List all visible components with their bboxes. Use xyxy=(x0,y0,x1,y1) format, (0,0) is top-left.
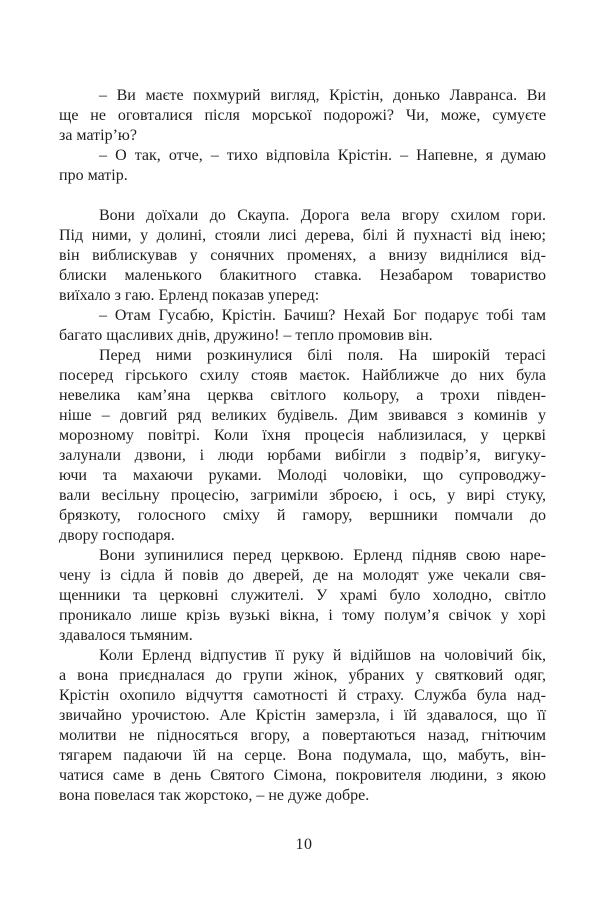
text-line: Вони зупинилися перед церквою. Ерленд підняв свою наре- xyxy=(99,547,546,564)
paragraph xyxy=(59,546,546,646)
text-line: – Ви маєте похмурий вигляд, Крістін, донько Лавранса. Ви xyxy=(99,87,546,104)
text-line: багато щасливих днів, дружино! – тепло промовив він. xyxy=(59,327,433,344)
text-line: вали весільну процесію, загриміли зброєю, і ось, у вирі стуку, xyxy=(59,487,546,504)
text-line: Вони доїхали до Скаупа. Дорога вела вгору схилом гори. xyxy=(99,207,546,224)
paragraph xyxy=(59,646,546,806)
text-line: ще не оговталися після морської подорожі? Чи, може, сумуєте xyxy=(59,107,546,124)
text-line: невелика кам’яна церква світлого кольору, а трохи півден- xyxy=(59,387,546,404)
text-line: щенники та церковні служителі. У храмі було холодно, світло xyxy=(59,587,546,604)
text-line: блиски маленького блакитного ставка. Незабаром товариство xyxy=(59,267,546,284)
text-line: Крістін охопило відчуття самотності й страху. Служба була над- xyxy=(59,687,546,704)
text-line: – О так, отче, – тихо відповіла Крістін. – Напевне, я думаю xyxy=(99,147,546,164)
paragraph xyxy=(59,306,546,346)
text-line: Перед ними розкинулися білі поля. На широкій терасі xyxy=(99,347,546,364)
text-line: – Отам Гусабю, Крістін. Бачиш? Нехай Бог подарує тобі там xyxy=(99,307,546,324)
paragraph xyxy=(59,346,546,546)
text-line: Під ними, у долині, стояли лисі дерева, білі й пухнасті від інею; xyxy=(59,227,546,244)
text-line: двору господаря. xyxy=(59,527,175,544)
text-line: він виблискував у сонячних променях, а внизу виднілися від- xyxy=(59,247,546,264)
text-line: залунали дзвони, і люди юрбами вибігли з подвір’я, вигуку- xyxy=(59,447,546,464)
text-line: вона повелася так жорстоко, – не дуже добре. xyxy=(59,787,370,804)
text-line: молитви не підносяться вгору, а повертаються назад, гнітючим xyxy=(59,727,546,744)
text-line: Коли Ерленд відпустив її руку й відійшов на чоловічий бік, xyxy=(99,647,546,664)
text-line: морозному повітрі. Коли їхня процесія наблизилася, у церкві xyxy=(59,427,546,444)
text-line: здавалося тьмяним. xyxy=(59,627,193,644)
text-line: чену із сідла й повів до дверей, де на молодят уже чекали свя- xyxy=(59,567,546,584)
page-text xyxy=(59,86,546,806)
text-line: посеред гірського схилу стояв маєток. Найближче до них була xyxy=(59,367,546,384)
text-line: проникало лише крізь вузькі вікна, і тому полум’я свічок у хорі xyxy=(59,607,546,624)
text-line: а вона приєдналася до групи жінок, убраних у святковий одяг, xyxy=(59,667,546,684)
text-line: тягарем падаючи їй на серце. Вона подумала, що, мабуть, він- xyxy=(59,747,546,764)
text-line: про матір. xyxy=(59,167,128,184)
paragraph xyxy=(59,206,546,306)
paragraph xyxy=(59,146,546,186)
page-number: 10 xyxy=(295,836,313,853)
text-line: ніше – довгий ряд великих будівель. Дим звивався з коминів у xyxy=(59,407,546,424)
text-line: чатися саме в день Святого Сімона, покровителя людини, з якою xyxy=(59,767,546,784)
text-line: звичайно урочистою. Але Крістін замерзла, і їй здавалося, що її xyxy=(59,707,546,724)
text-line: брязкоту, голосного сміху й гамору, вершники помчали до xyxy=(59,507,546,524)
paragraph xyxy=(59,86,546,146)
text-line: виїхало з гаю. Ерленд показав уперед: xyxy=(59,287,320,304)
text-line: ючи та махаючи руками. Молоді чоловіки, що супроводжу- xyxy=(59,467,546,484)
text-line: за матір’ю? xyxy=(59,127,137,144)
